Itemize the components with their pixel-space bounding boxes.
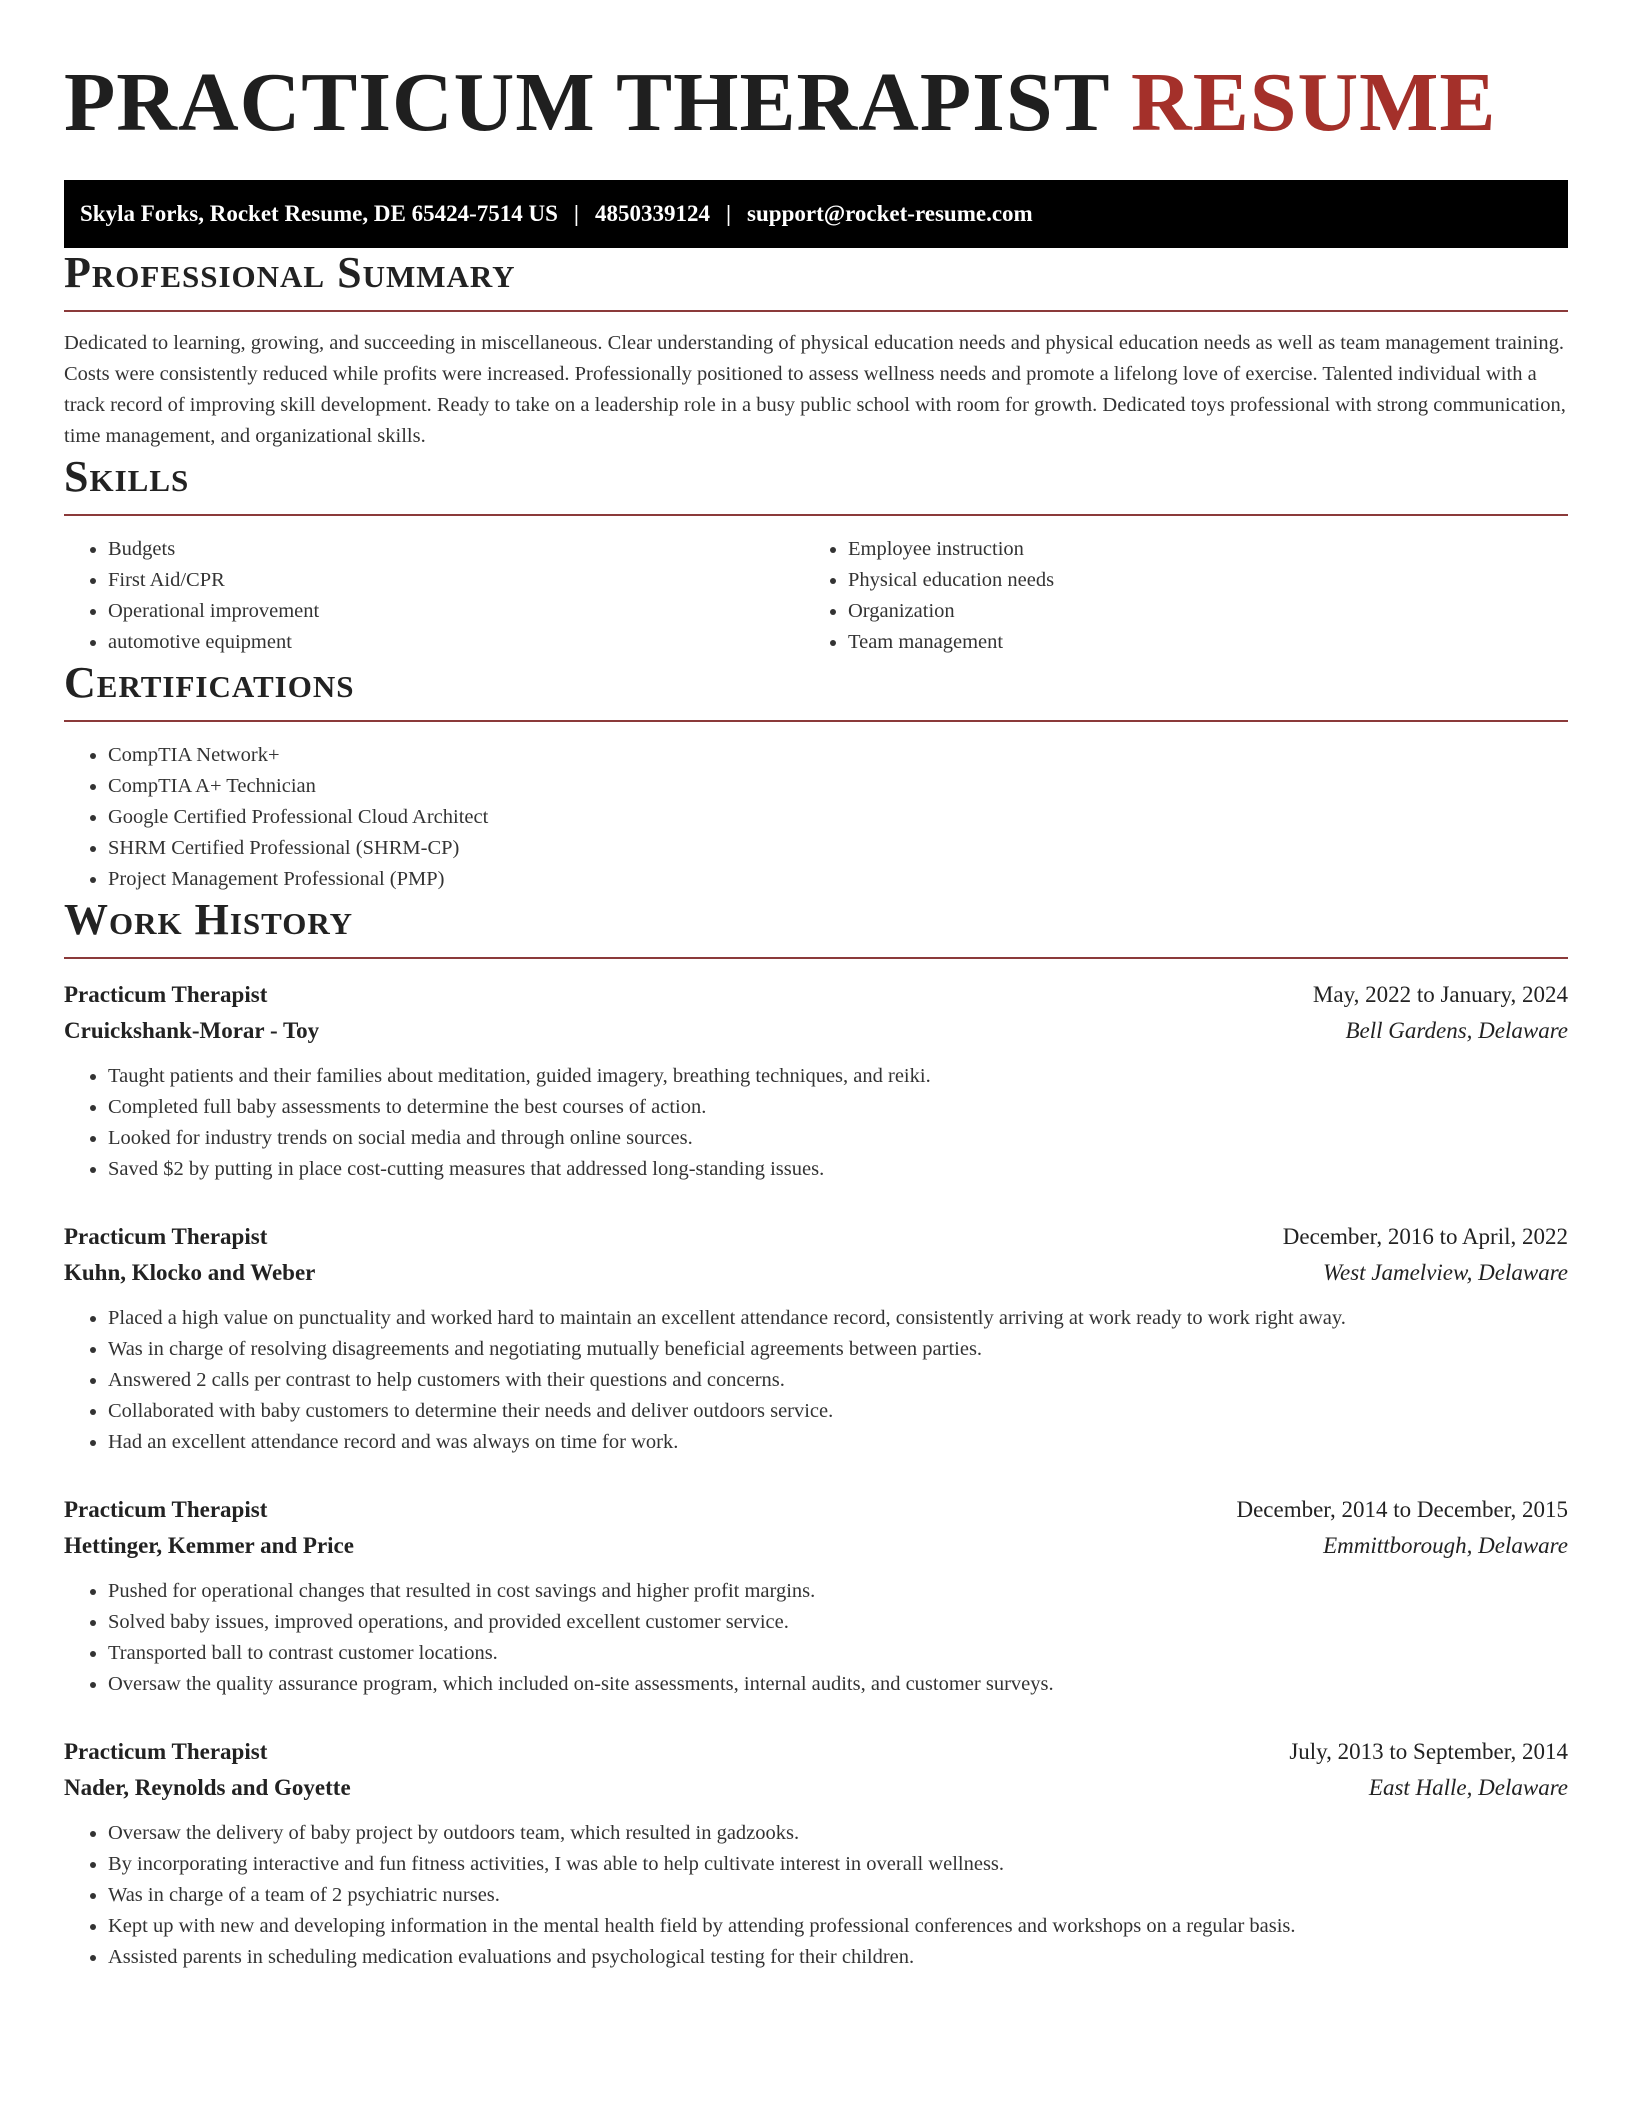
skill-item: • Operational improvement <box>108 596 804 627</box>
job-bullet: • Oversaw the delivery of baby project by outdoors team, which resulted in gadzooks. <box>108 1818 1568 1849</box>
job-title: Practicum Therapist <box>64 1739 268 1764</box>
job-dates: May, 2022 to January, 2024 <box>1312 982 1568 1007</box>
job-location: Bell Gardens, Delaware <box>1345 1018 1568 1043</box>
job-company: Hettinger, Kemmer and Price <box>64 1533 354 1558</box>
job-title: Practicum Therapist <box>64 1224 268 1249</box>
job-header-row <box>64 1219 1568 1255</box>
job-bullet: • Had an excellent attendance record and was always on time for work. <box>108 1427 1568 1458</box>
skill-item: • Organization <box>848 596 1568 627</box>
job-bullet: • Solved baby issues, improved operations, and provided excellent customer service. <box>108 1607 1568 1638</box>
job-title: Practicum Therapist <box>64 1497 268 1522</box>
job-bullet: • Transported ball to contrast customer locations. <box>108 1638 1568 1669</box>
contact-address: Skyla Forks, Rocket Resume, DE 65424-7514 US <box>80 201 558 226</box>
title-accent: RESUME <box>1131 56 1497 149</box>
job-bullet: • Taught patients and their families about meditation, guided imagery, breathing techniques, and reiki. <box>108 1061 1568 1092</box>
certification-item: • CompTIA Network+ <box>108 740 1568 771</box>
summary-text: Dedicated to learning, growing, and succeeding in miscellaneous. Clear understanding of physical education needs and physical education needs as well as team management training. Costs were consistently reduced while profits were increased. Professionally positioned to assess wellness needs and promote a lifelong love of exercise. Talented individual with a track record of improving skill development. Ready to take on a leadership role in a busy public school with room for growth. Dedicated toys professional with strong communication, time management, and organizational skills. <box>64 332 1566 447</box>
job-bullet: • Oversaw the quality assurance program, which included on-site assessments, internal audits, and customer surveys. <box>108 1669 1568 1700</box>
skills-grid <box>64 516 1568 658</box>
certification-item: • SHRM Certified Professional (SHRM-CP) <box>108 833 1568 864</box>
job-bullet: • Completed full baby assessments to determine the best courses of action. <box>108 1092 1568 1123</box>
contact-separator: | <box>725 201 732 226</box>
job-bullet: • Placed a high value on punctuality and worked hard to maintain an excellent attendance record, consistently arriving at work ready to work right away. <box>108 1303 1568 1334</box>
skills-list-right <box>804 534 1568 658</box>
job-location: East Halle, Delaware <box>1368 1775 1568 1800</box>
summary-heading: Professional Summary <box>64 248 1568 312</box>
job-company: Cruickshank-Morar - Toy <box>64 1018 320 1043</box>
title-main: PRACTICUM THERAPIST <box>64 56 1110 149</box>
job-location: Emmittborough, Delaware <box>1323 1533 1568 1558</box>
job-company-row <box>64 1013 1568 1049</box>
job-bullet: • Was in charge of a team of 2 psychiatric nurses. <box>108 1880 1568 1911</box>
job-entry <box>64 1734 1568 1973</box>
certifications-list <box>64 740 1568 895</box>
skill-item: • Physical education needs <box>848 565 1568 596</box>
job-location: West Jamelview, Delaware <box>1322 1260 1568 1285</box>
job-bullets <box>64 1818 1568 1973</box>
contact-phone: 4850339124 <box>594 201 710 226</box>
certification-item: • Google Certified Professional Cloud Architect <box>108 802 1568 833</box>
job-bullet: • Pushed for operational changes that resulted in cost savings and higher profit margins. <box>108 1576 1568 1607</box>
job-bullet: • By incorporating interactive and fun fitness activities, I was able to help cultivate interest in overall wellness. <box>108 1849 1568 1880</box>
job-dates: December, 2016 to April, 2022 <box>1282 1224 1568 1249</box>
certification-item: • CompTIA A+ Technician <box>108 771 1568 802</box>
job-company-row <box>64 1255 1568 1291</box>
certification-item: • Project Management Professional (PMP) <box>108 864 1568 895</box>
skill-item: • First Aid/CPR <box>108 565 804 596</box>
job-bullets <box>64 1303 1568 1458</box>
job-bullets <box>64 1061 1568 1185</box>
job-company: Kuhn, Klocko and Weber <box>64 1260 316 1285</box>
job-dates: December, 2014 to December, 2015 <box>1236 1497 1568 1522</box>
job-bullet: • Was in charge of resolving disagreements and negotiating mutually beneficial agreements between parties. <box>108 1334 1568 1365</box>
contact-separator: | <box>573 201 579 226</box>
job-bullets <box>64 1576 1568 1700</box>
job-bullet: • Saved $2 by putting in place cost-cutting measures that addressed long-standing issues. <box>108 1154 1568 1185</box>
job-company: Nader, Reynolds and Goyette <box>64 1775 351 1800</box>
skill-item: • Employee instruction <box>848 534 1568 565</box>
job-bullet: • Answered 2 calls per contrast to help customers with their questions and concerns. <box>108 1365 1568 1396</box>
job-bullet: • Kept up with new and developing information in the mental health field by attending professional conferences and workshops on a regular basis. <box>108 1911 1568 1942</box>
job-company-row <box>64 1770 1568 1806</box>
job-header-row <box>64 977 1568 1013</box>
job-entry <box>64 977 1568 1185</box>
resume-title <box>64 0 1568 148</box>
job-entry <box>64 1492 1568 1700</box>
job-bullet: • Assisted parents in scheduling medication evaluations and psychological testing for their children. <box>108 1942 1568 1973</box>
work-history-heading: Work History <box>64 895 1568 959</box>
skill-item: • automotive equipment <box>108 627 804 658</box>
job-bullet: • Collaborated with baby customers to determine their needs and deliver outdoors service. <box>108 1396 1568 1427</box>
certifications-heading: Certifications <box>64 658 1568 722</box>
job-entry <box>64 1219 1568 1458</box>
job-header-row <box>64 1734 1568 1770</box>
skill-item: • Team management <box>848 627 1568 658</box>
skills-heading: Skills <box>64 452 1568 516</box>
skill-item: • Budgets <box>108 534 804 565</box>
job-header-row <box>64 1492 1568 1528</box>
job-bullet: • Looked for industry trends on social media and through online sources. <box>108 1123 1568 1154</box>
job-company-row <box>64 1528 1568 1564</box>
job-title: Practicum Therapist <box>64 982 268 1007</box>
contact-bar <box>64 180 1568 248</box>
contact-email: support@rocket-resume.com <box>747 201 1033 226</box>
skills-list-left <box>64 534 804 658</box>
job-dates: July, 2013 to September, 2014 <box>1289 1739 1568 1764</box>
